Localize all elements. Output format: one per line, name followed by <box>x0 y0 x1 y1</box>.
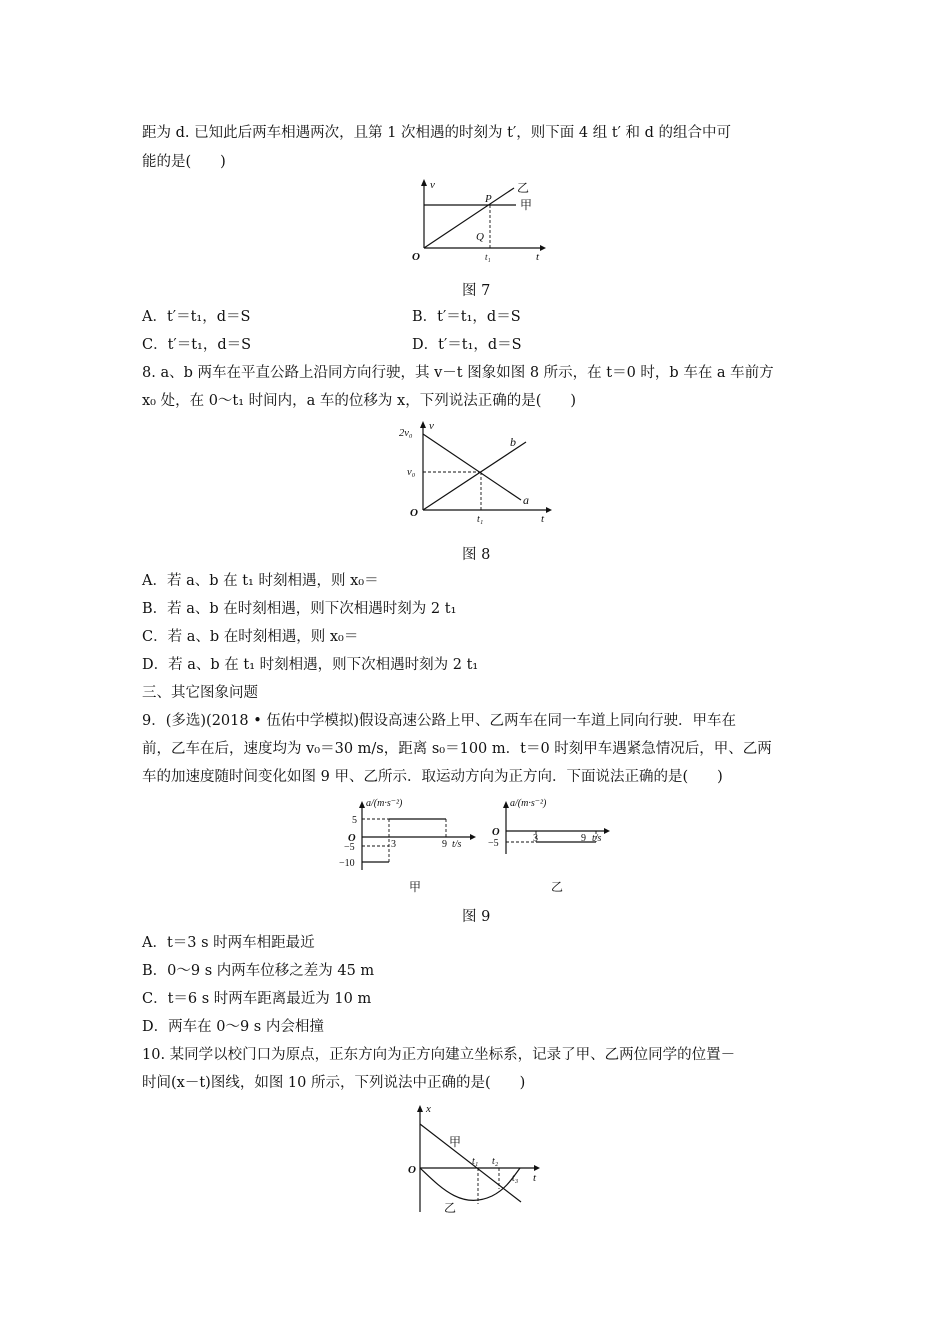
fig10-yi-label: 乙 <box>444 1201 457 1215</box>
fig7-q-label: Q <box>476 231 484 243</box>
fig9-jia-label: 甲 <box>409 880 422 894</box>
fig7-origin-label: O <box>412 251 420 263</box>
fig10-t-label: t <box>533 1172 537 1184</box>
q9-option-c: C．t＝6 s 时两车距离最近为 10 m <box>142 991 372 1007</box>
figure-9-jia-at-graph <box>336 794 486 894</box>
fig9-yi-xlabel: t/s <box>592 833 602 844</box>
fig9-jia-tick-5: 5 <box>352 815 357 826</box>
q8-option-c: C．若 a、b 在时刻相遇，则 x₀＝ <box>142 629 359 645</box>
fig9-yi-tick-3: 3 <box>533 833 538 844</box>
figure-8-vt-graph <box>396 418 566 528</box>
figure-10-xt-graph <box>396 1100 556 1218</box>
fig7-p-label: P <box>485 193 492 205</box>
fig9-jia-tick-neg5: −5 <box>344 842 355 853</box>
fig8-v0-label: v₀ <box>407 467 416 478</box>
section-3-heading: 三、其它图象问题 <box>142 685 258 701</box>
fig9-jia-ylabel: a/(m·s⁻²) <box>366 798 403 809</box>
figure-9-caption: 图 9 <box>462 909 491 925</box>
q8-option-b: B．若 a、b 在时刻相遇，则下次相遇时刻为 2 t₁ <box>142 601 457 617</box>
q8-text-line1: 8. a、b 两车在平直公路上沿同方向行驶，其 v－t 图象如图 8 所示，在 t＝0 时，b 车在 a 车前方 <box>142 365 774 381</box>
fig10-jia-label: 甲 <box>449 1135 462 1149</box>
fig10-x-label: x <box>426 1103 431 1115</box>
fig9-jia-xlabel: t/s <box>452 839 462 850</box>
q7-text-line1: 距为 d. 已知此后两车相遇两次，且第 1 次相遇的时刻为 t′，则下面 4 组 t′ 和 d 的组合中可 <box>142 125 732 141</box>
q8-option-d: D．若 a、b 在 t₁ 时刻相遇，则下次相遇时刻为 2 t₁ <box>142 657 479 673</box>
q9-option-a: A．t＝3 s 时两车相距最近 <box>142 935 315 951</box>
fig9-yi-tick-9: 9 <box>581 833 586 844</box>
q9-text-line2: 前，乙车在后，速度均为 v₀＝30 m/s，距离 s₀＝100 m．t＝0 时刻甲车遇紧急情况后，甲、乙两 <box>142 741 772 757</box>
q10-text-line1: 10. 某同学以校门口为原点，正东方向为正方向建立坐标系，记录了甲、乙两位同学的位置－ <box>142 1047 736 1063</box>
figure-9-yi-at-graph <box>480 794 630 894</box>
fig8-t-label: t <box>541 513 545 525</box>
q7-option-d: D．t′＝t₁，d＝S <box>412 337 522 353</box>
q9-text-line3: 车的加速度随时间变化如图 9 甲、乙所示．取运动方向为正方向．下面说法正确的是( ) <box>142 769 723 785</box>
q8-option-a: A．若 a、b 在 t₁ 时刻相遇，则 x₀＝ <box>142 573 379 589</box>
fig10-t1-label: t₁ <box>472 1156 479 1167</box>
fig9-jia-origin: O <box>348 833 356 844</box>
q7-option-b: B．t′＝t₁，d＝S <box>412 309 521 325</box>
figure-8-caption: 图 8 <box>462 547 491 563</box>
fig9-jia-tick-9: 9 <box>442 839 447 850</box>
fig7-t-label: t <box>536 251 540 263</box>
fig9-jia-tick-neg10: −10 <box>339 858 355 869</box>
fig8-v-label: v <box>429 420 434 432</box>
q7-option-a: A．t′＝t₁，d＝S <box>142 309 251 325</box>
q9-text-line1: 9．(多选)(2018 • 伍佑中学模拟)假设高速公路上甲、乙两车在同一车道上同向行驶．甲车在 <box>142 713 737 729</box>
fig9-yi-label: 乙 <box>551 880 564 894</box>
fig10-t2-label: t₂ <box>492 1156 499 1167</box>
fig8-2v0-label: 2v₀ <box>399 428 413 439</box>
fig7-t1-label: t₁ <box>485 252 491 262</box>
q7-text-line2: 能的是( ) <box>142 154 226 170</box>
q10-text-line2: 时间(x－t)图线，如图 10 所示，下列说法中正确的是( ) <box>142 1075 526 1091</box>
fig7-yi-label: 乙 <box>517 181 530 195</box>
fig8-origin-label: O <box>410 507 418 519</box>
figure-7-vt-graph <box>400 178 550 263</box>
q7-option-c: C．t′＝t₁，d＝S <box>142 337 252 353</box>
fig9-yi-ylabel: a/(m·s⁻²) <box>510 798 547 809</box>
q8-text-line2: x₀ 处，在 0～t₁ 时间内，a 车的位移为 x，下列说法正确的是( ) <box>142 393 577 409</box>
fig9-yi-tick-neg5: −5 <box>488 838 499 849</box>
fig8-a-label: a <box>523 493 529 507</box>
figure-7-caption: 图 7 <box>462 283 491 299</box>
fig9-jia-tick-3: 3 <box>391 839 396 850</box>
fig8-b-label: b <box>510 435 516 449</box>
fig9-yi-origin: O <box>492 827 500 838</box>
fig10-origin-label: O <box>408 1164 416 1176</box>
q9-option-d: D．两车在 0～9 s 内会相撞 <box>142 1019 324 1035</box>
fig8-t1-label: t₁ <box>477 514 484 525</box>
fig7-v-label: v <box>430 179 435 191</box>
fig7-jia-label: 甲 <box>520 198 533 212</box>
fig10-t3-label: t₃ <box>512 1173 519 1184</box>
q9-option-b: B．0～9 s 内两车位移之差为 45 m <box>142 963 375 979</box>
